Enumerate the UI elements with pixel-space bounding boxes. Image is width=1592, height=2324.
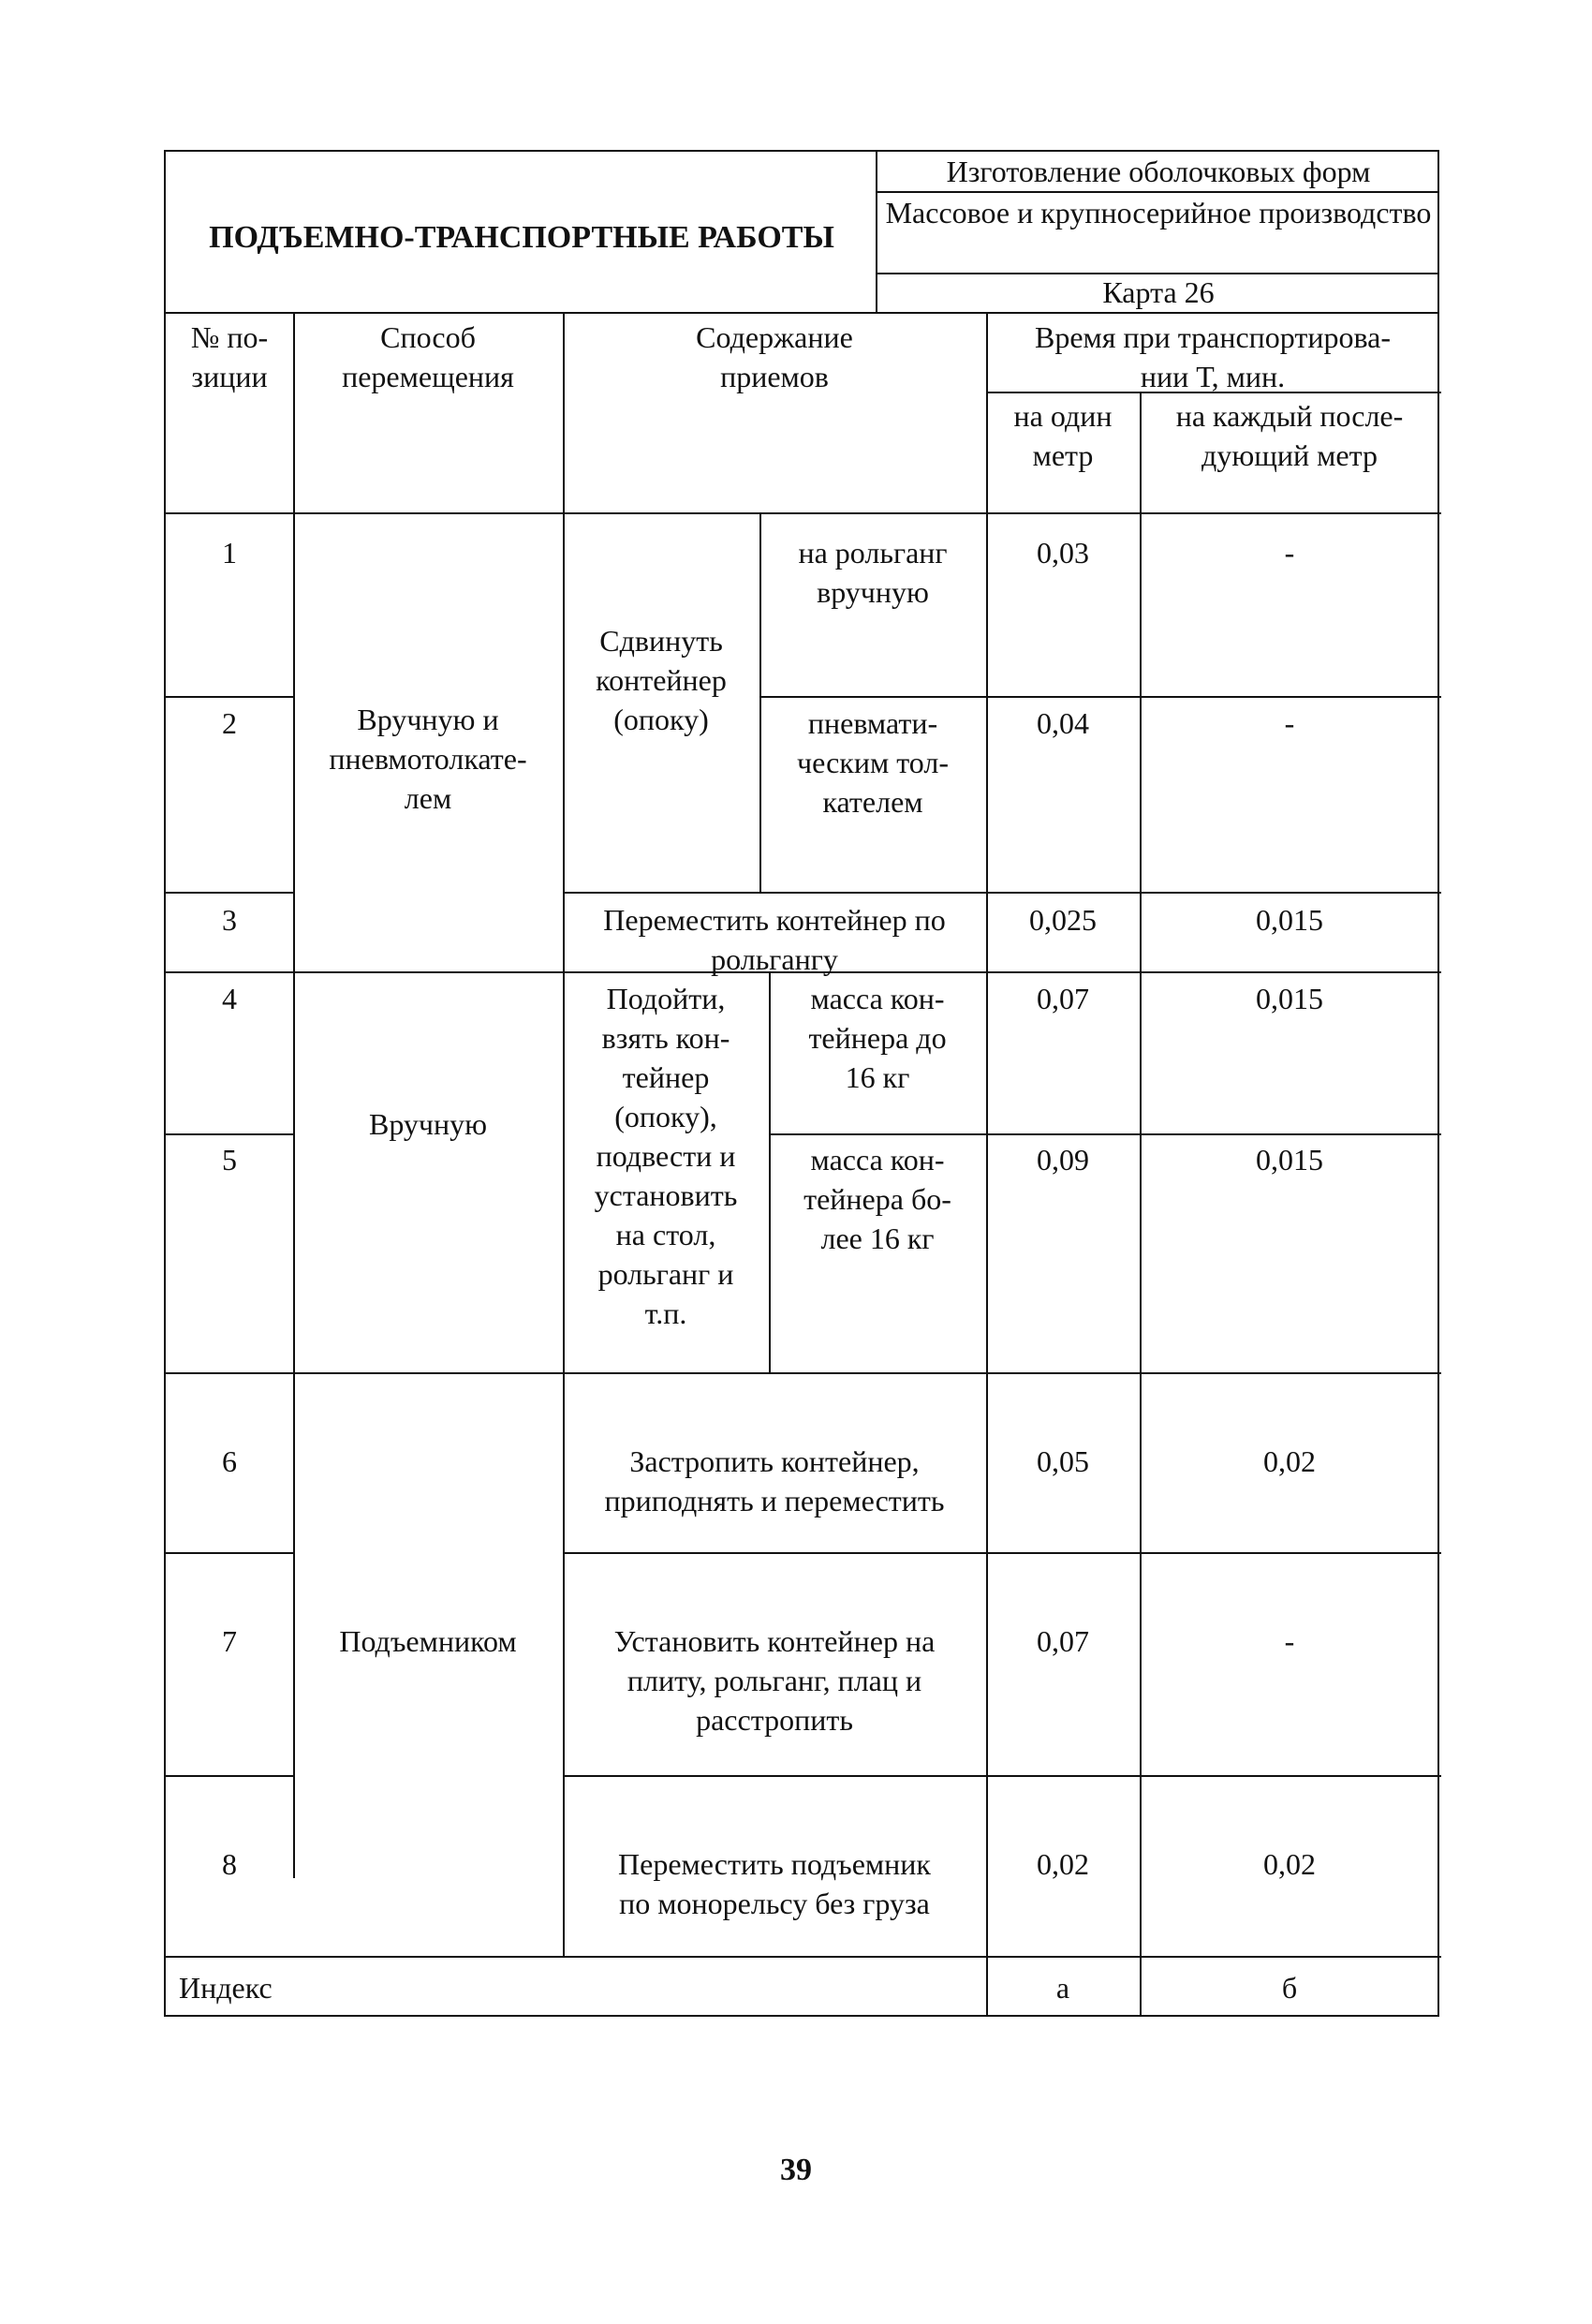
row-5-value-a: 0,09	[1037, 1143, 1089, 1177]
method-manual-pusher: Вручную и пневмотолкате- лем	[329, 703, 527, 815]
row-4-subcontent: масса кон- тейнера до 16 кг	[808, 982, 947, 1094]
col-each-next-header: на каждый после- дующий метр	[1175, 399, 1404, 472]
index-b: б	[1281, 1971, 1298, 2005]
row-5-number: 5	[222, 1143, 237, 1177]
row-3-number: 3	[222, 903, 237, 937]
row-2-value-a: 0,04	[1037, 706, 1089, 740]
row-2-subcontent: пневмати- ческим тол- кателем	[797, 706, 949, 819]
row-7-content: Установить контейнер на плиту, рольганг, плац и расстропить	[613, 1624, 936, 1737]
row-4-value-b: 0,015	[1256, 982, 1323, 1015]
row-4-value-a: 0,07	[1037, 982, 1089, 1015]
row-8-value-b: 0,02	[1263, 1847, 1316, 1881]
card-header	[164, 150, 1439, 314]
row-1-subcontent: на рольганг вручную	[798, 536, 948, 609]
method-manual: Вручную	[368, 1107, 488, 1141]
production-label: Массовое и крупносерийное производство	[885, 196, 1432, 229]
row-1-number: 1	[222, 536, 237, 570]
method-hoist: Подъемником	[339, 1624, 517, 1658]
header-info	[876, 152, 1439, 314]
row-6-content: Застропить контейнер, приподнять и переместить	[604, 1444, 945, 1517]
row-6-value-b: 0,02	[1263, 1444, 1316, 1478]
col-per-meter-header: на один метр	[1013, 399, 1113, 472]
row-6-number: 6	[222, 1444, 237, 1478]
col-position-header: № по- зиции	[190, 320, 269, 393]
row-8-content: Переместить подъемник по монорельсу без груза	[618, 1847, 931, 1920]
row-5-value-b: 0,015	[1256, 1143, 1323, 1177]
index-label: Индекс	[179, 1971, 273, 2005]
row-8-number: 8	[222, 1847, 237, 1881]
row-7-number: 7	[222, 1624, 237, 1658]
row-7-value-a: 0,07	[1037, 1624, 1089, 1658]
row-6-value-a: 0,05	[1037, 1444, 1089, 1478]
col-method-header: Способ перемещения	[342, 320, 514, 393]
row-2-number: 2	[222, 706, 237, 740]
row-7-value-b: -	[1284, 1624, 1295, 1658]
content-approach: Подойти, взять кон- тейнер (опоку), подвести и установить на стол, рольганг и т.п.	[594, 982, 738, 1330]
index-a: а	[1055, 1971, 1070, 2005]
row-2-value-b: -	[1284, 706, 1295, 740]
row-3-value-a: 0,025	[1029, 903, 1097, 937]
process-label: Изготовление оболочковых форм	[946, 155, 1371, 188]
page-number: 39	[780, 2153, 812, 2187]
row-5-subcontent: масса кон- тейнера бо- лее 16 кг	[803, 1143, 951, 1255]
card-number: Карта 26	[1102, 275, 1215, 309]
row-1-value-a: 0,03	[1037, 536, 1089, 570]
row-3-content: Переместить контейнер по рольгангу	[603, 903, 946, 976]
norms-table	[164, 312, 1439, 2017]
row-8-value-a: 0,02	[1037, 1847, 1089, 1881]
row-1-value-b: -	[1284, 536, 1295, 570]
col-content-header: Содержание приемов	[696, 320, 853, 393]
col-time-header: Время при транспортирова- нии Т, мин.	[1034, 320, 1392, 393]
row-4-number: 4	[222, 982, 237, 1015]
content-shift: Сдвинуть контейнер (опоку)	[596, 624, 727, 736]
row-3-value-b: 0,015	[1256, 903, 1323, 937]
header-title: ПОДЪЕМНО-ТРАНСПОРТНЫЕ РАБОТЫ	[209, 219, 834, 255]
